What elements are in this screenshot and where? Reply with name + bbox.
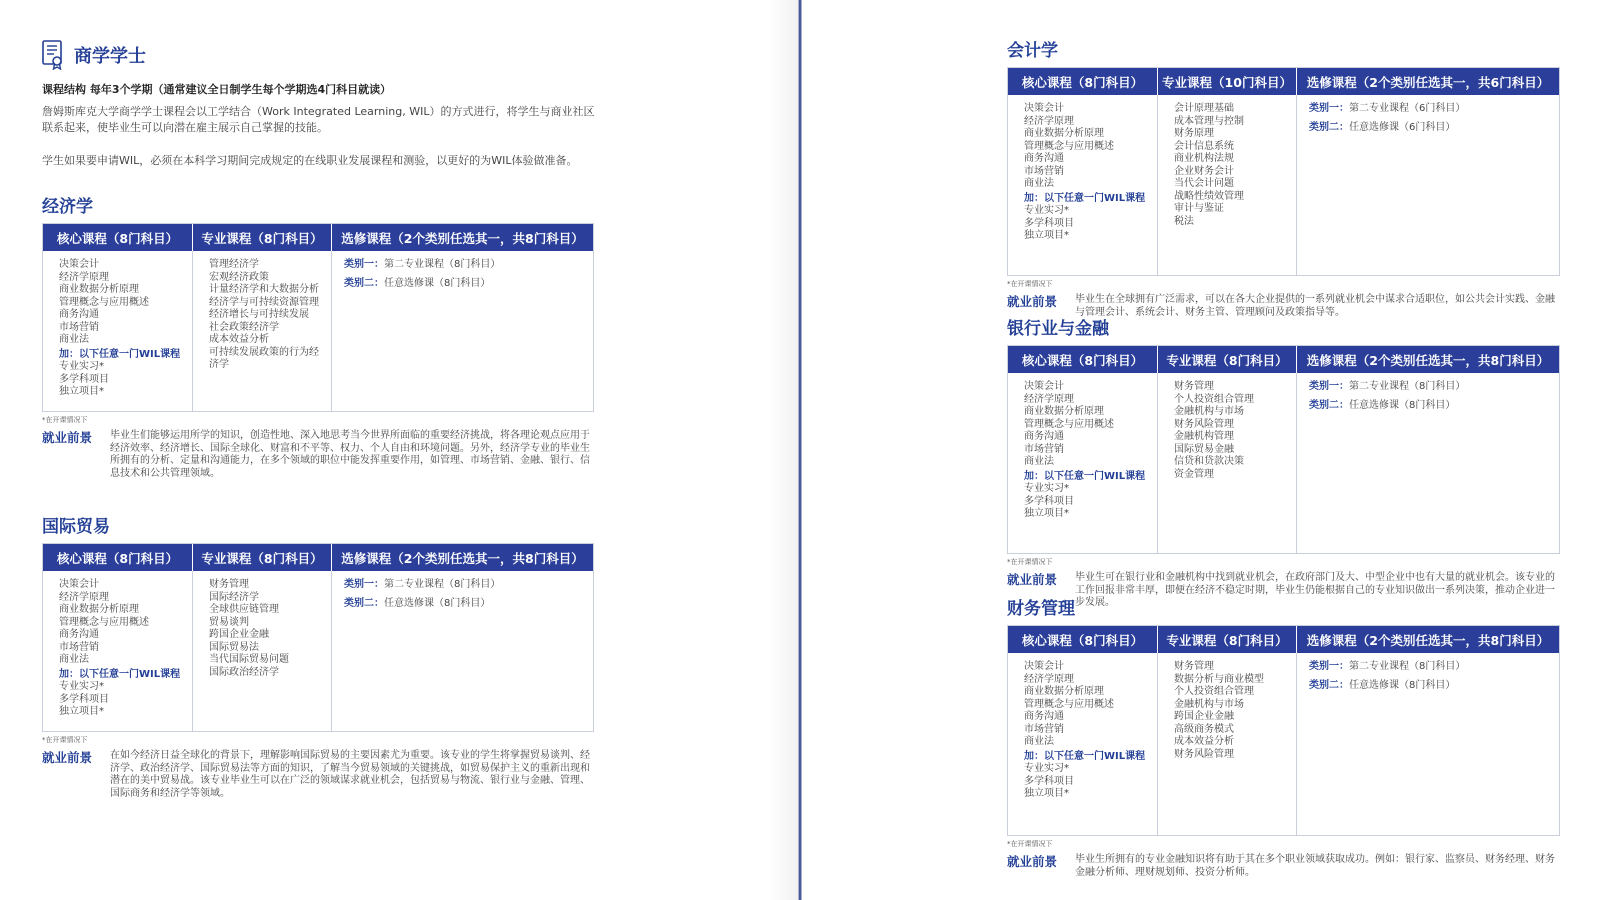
core-course-item: 商业法 — [1024, 736, 1054, 747]
wil-course-item: 专业实习* — [59, 681, 104, 692]
header-core: 核心课程（8门科目） — [1008, 626, 1158, 653]
specialist-courses-column — [193, 251, 332, 411]
course-table-body — [1008, 373, 1559, 553]
header-specialist: 专业课程（8门科目） — [193, 544, 332, 571]
header-specialist: 专业课程（8门科目） — [1158, 346, 1297, 373]
specialist-course-item: 跨国企业金融 — [209, 629, 269, 640]
core-course-item: 商业数据分析原理 — [59, 604, 139, 615]
elective-category-label: 类别二： — [1309, 121, 1349, 133]
specialist-course-item: 管理经济学 — [209, 259, 259, 270]
header-electives: 选修课程（2个类别任选其一，共6门科目） — [1306, 74, 1550, 90]
elective-courses-column — [1297, 373, 1559, 553]
core-course-item: 决策会计 — [1024, 661, 1064, 672]
header-specialist: 专业课程（8门科目） — [1158, 626, 1297, 653]
career-prospects — [42, 750, 594, 800]
course-table — [1007, 67, 1560, 276]
specialist-course-item: 战略性绩效管理 — [1174, 190, 1244, 202]
specialist-course-item: 金融机构管理 — [1174, 431, 1234, 442]
table-footnote: *在开课情况下 — [1007, 840, 1053, 848]
wil-course-item: 多学科项目 — [1024, 217, 1074, 229]
core-course-item: 市场营销 — [1024, 443, 1064, 455]
elective-courses-column — [1297, 95, 1559, 275]
course-table-header — [1008, 68, 1559, 95]
career-label: 就业前景 — [1007, 572, 1058, 587]
career-text: 毕业生在全球拥有广泛需求，可以在各大企业提供的一系列就业机会中谋求合适职位，如公共会计实践、金融与管理会计、系统会计、财务主管、管理顾问及政策指导等。 — [1075, 294, 1555, 318]
specialist-course-item: 成本效益分析 — [1174, 736, 1234, 747]
specialist-course-item: 财务管理 — [209, 579, 249, 590]
course-table — [1007, 625, 1560, 836]
core-course-item: 经济学原理 — [1024, 673, 1074, 685]
header-core: 核心课程（8门科目） — [43, 544, 193, 571]
wil-course-item: 独立项目* — [1024, 508, 1069, 519]
specialist-courses-column — [193, 571, 332, 731]
table-footnote: *在开课情况下 — [42, 416, 88, 424]
specialist-course-item: 数据分析与商业模型 — [1174, 673, 1264, 685]
major-title: 会计学 — [1007, 41, 1058, 61]
elective-category-text: 任意选修课（8门科目） — [1349, 399, 1456, 411]
core-course-item: 管理概念与应用概述 — [59, 616, 149, 628]
core-course-item: 商业法 — [59, 334, 89, 345]
specialist-course-item: 成本管理与控制 — [1174, 115, 1244, 127]
core-course-item: 商务沟通 — [1024, 711, 1064, 722]
career-text: 毕业生们能够运用所学的知识，创造性地、深入地思考当今世界所面临的重要经济挑战，将各理论观点应用于经济效率、经济增长、国际全球化、财富和不平等、权力、个人自由和环境问题。另外，经济学专业的毕业生所拥有的分析、定量和沟通能力，在多个领域的职位中能发挥重要作用，如管理、市场营销、金融、银行、信息技术和公共管理领域。 — [110, 430, 590, 479]
wil-course-item: 多学科项目 — [59, 693, 109, 705]
header-electives: 选修课程（2个类别任选其一，共8门科目） — [1306, 352, 1550, 368]
elective-category-text: 第二专业课程（8门科目） — [384, 579, 501, 590]
elective-category — [1309, 103, 1553, 116]
wil-course-item: 多学科项目 — [1024, 495, 1074, 507]
core-course-item: 管理概念与应用概述 — [1024, 418, 1114, 430]
specialist-course-item: 企业财务会计 — [1174, 165, 1234, 177]
career-prospects — [42, 430, 594, 480]
career-text: 毕业生所拥有的专业金融知识将有助于其在多个职业领域获取成功。例如：银行家、监察员、财务经理、财务金融分析师、理财规划师、投资分析师。 — [1075, 854, 1555, 878]
header-electives: 选修课程（2个类别任选其一，共8门科目） — [341, 230, 584, 246]
specialist-course-item: 个人投资组合管理 — [1174, 393, 1254, 405]
core-course-item: 管理概念与应用概述 — [1024, 140, 1114, 152]
course-table-header — [43, 544, 593, 571]
specialist-course-item: 国际政治经济学 — [209, 666, 279, 678]
core-course-item: 管理概念与应用概述 — [59, 296, 149, 308]
specialist-course-item: 跨国企业金融 — [1174, 711, 1234, 722]
specialist-course-item: 国际贸易金融 — [1174, 443, 1234, 455]
specialist-course-item: 全球供应链管理 — [209, 604, 279, 615]
course-table-header — [43, 224, 593, 251]
specialist-course-item: 高级商务模式 — [1174, 723, 1234, 735]
elective-courses-column — [1297, 653, 1559, 835]
specialist-course-item: 经济学与可持续资源管理 — [209, 296, 319, 308]
elective-category-label: 类别二： — [344, 277, 384, 289]
specialist-course-item: 经济增长与可持续发展 — [209, 309, 309, 320]
elective-category — [1309, 381, 1553, 394]
core-course-item: 决策会计 — [59, 579, 99, 590]
career-label: 就业前景 — [42, 430, 93, 445]
core-courses-column — [43, 251, 193, 411]
wil-course-item: 专业实习* — [59, 361, 104, 372]
major-title: 国际贸易 — [42, 517, 110, 537]
elective-category — [344, 598, 587, 611]
major-title: 银行业与金融 — [1007, 319, 1109, 339]
specialist-course-item: 财务风险管理 — [1174, 748, 1234, 760]
core-course-item: 商业数据分析原理 — [1024, 128, 1104, 139]
career-label: 就业前景 — [1007, 294, 1058, 309]
core-courses-column — [43, 571, 193, 731]
course-table-body — [43, 571, 593, 731]
elective-category-text: 任意选修课（8门科目） — [384, 277, 491, 289]
elective-category-text: 第二专业课程（8门科目） — [1349, 381, 1466, 392]
core-course-item: 市场营销 — [1024, 723, 1064, 735]
specialist-course-item: 个人投资组合管理 — [1174, 686, 1254, 697]
specialist-course-item: 当代国际贸易问题 — [209, 654, 289, 665]
table-footnote: *在开课情况下 — [42, 736, 88, 744]
specialist-course-item: 审计与鉴证 — [1174, 203, 1224, 214]
core-courses-column — [1008, 95, 1158, 275]
core-course-item: 商业法 — [59, 654, 89, 665]
wil-label: 加：以下任意一门WIL课程 — [1024, 470, 1146, 482]
header-specialist: 专业课程（8门科目） — [193, 224, 332, 251]
specialist-course-item: 财务风险管理 — [1174, 418, 1234, 430]
specialist-course-item: 可持续发展政策的行为经济学 — [209, 346, 319, 370]
elective-category-text: 第二专业课程（8门科目） — [384, 259, 501, 270]
specialist-course-item: 国际贸易法 — [209, 641, 259, 653]
major-title: 财务管理 — [1007, 599, 1075, 619]
specialist-course-item: 成本效益分析 — [209, 334, 269, 345]
wil-course-item: 专业实习* — [1024, 483, 1069, 494]
career-prospects — [1007, 572, 1560, 610]
course-table-body — [1008, 95, 1559, 275]
course-table — [42, 543, 594, 732]
elective-category-text: 任意选修课（8门科目） — [1349, 679, 1456, 691]
core-course-item: 市场营销 — [59, 641, 99, 653]
wil-label: 加：以下任意一门WIL课程 — [59, 668, 181, 680]
header-electives: 选修课程（2个类别任选其一，共8门科目） — [1306, 632, 1550, 648]
elective-category — [1309, 400, 1553, 413]
elective-category-label: 类别一： — [1309, 661, 1349, 672]
course-table-header — [1008, 346, 1559, 373]
career-text: 毕业生可在银行业和金融机构中找到就业机会，在政府部门及大、中型企业中也有大量的就业机会。该专业的工作回报非常丰厚，即便在经济不稳定时期，毕业生仍能根据自己的专业知识做出一系列决策，推动企业进一步发展。 — [1075, 572, 1555, 608]
core-course-item: 决策会计 — [1024, 103, 1064, 114]
header-core: 核心课程（8门科目） — [1008, 68, 1158, 95]
core-course-item: 管理概念与应用概述 — [1024, 698, 1114, 710]
core-course-item: 经济学原理 — [59, 591, 109, 603]
wil-course-item: 多学科项目 — [1024, 775, 1074, 787]
course-table-body — [1008, 653, 1559, 835]
header-core: 核心课程（8门科目） — [1008, 346, 1158, 373]
elective-category — [344, 579, 587, 592]
core-course-item: 商务沟通 — [1024, 153, 1064, 164]
course-table — [42, 223, 594, 412]
specialist-course-item: 宏观经济政策 — [209, 271, 269, 283]
specialist-course-item: 计量经济学和大数据分析 — [209, 284, 319, 295]
wil-course-item: 独立项目* — [1024, 788, 1069, 799]
specialist-course-item: 商业机构法规 — [1174, 153, 1234, 164]
core-course-item: 商业法 — [1024, 456, 1054, 467]
right-page — [802, 0, 1600, 900]
core-course-item: 市场营销 — [1024, 165, 1064, 177]
specialist-course-item: 信贷和贷款决策 — [1174, 456, 1244, 467]
wil-label: 加：以下任意一门WIL课程 — [1024, 192, 1146, 204]
core-courses-column — [1008, 653, 1158, 835]
wil-course-item: 独立项目* — [59, 706, 104, 717]
specialist-course-item: 社会政策经济学 — [209, 321, 279, 333]
left-page — [0, 0, 798, 900]
elective-courses-column — [332, 251, 593, 411]
specialist-course-item: 财务原理 — [1174, 128, 1214, 139]
intro-paragraph-1: 詹姆斯库克大学商学学士课程会以工学结合（Work Integrated Learning, WIL）的方式进行，将学生与商业社区联系起来，使毕业生可以向潜在雇主展示自己掌握的技能。 — [42, 105, 595, 134]
elective-category-label: 类别一： — [1309, 381, 1349, 392]
elective-category-label: 类别一： — [344, 579, 384, 590]
elective-category-label: 类别一： — [1309, 103, 1349, 114]
core-course-item: 商业数据分析原理 — [1024, 406, 1104, 417]
core-course-item: 商务沟通 — [1024, 431, 1064, 442]
core-course-item: 商务沟通 — [59, 309, 99, 320]
course-table-body — [43, 251, 593, 411]
page-shadow-left — [768, 0, 798, 900]
elective-category-text: 任意选修课（8门科目） — [384, 597, 491, 609]
specialist-course-item: 贸易谈判 — [209, 616, 249, 628]
degree-header — [42, 40, 146, 70]
wil-course-item: 专业实习* — [1024, 205, 1069, 216]
certificate-icon — [42, 40, 64, 70]
elective-category — [1309, 680, 1553, 693]
elective-category-text: 任意选修课（6门科目） — [1349, 121, 1456, 133]
wil-course-item: 多学科项目 — [59, 373, 109, 385]
specialist-course-item: 当代会计问题 — [1174, 178, 1234, 189]
career-prospects — [1007, 854, 1560, 879]
core-course-item: 决策会计 — [59, 259, 99, 270]
table-footnote: *在开课情况下 — [1007, 558, 1053, 566]
course-structure: 课程结构 每年3个学期（通常建议全日制学生每个学期选4门科目就读） — [42, 83, 392, 96]
specialist-courses-column — [1158, 653, 1297, 835]
specialist-course-item: 财务管理 — [1174, 661, 1214, 672]
elective-category — [344, 259, 587, 272]
career-label: 就业前景 — [1007, 854, 1058, 869]
specialist-course-item: 税法 — [1174, 215, 1194, 227]
table-footnote: *在开课情况下 — [1007, 280, 1053, 288]
wil-course-item: 专业实习* — [1024, 763, 1069, 774]
wil-label: 加：以下任意一门WIL课程 — [1024, 750, 1146, 762]
elective-category — [344, 278, 587, 291]
elective-category-label: 类别一： — [344, 259, 384, 270]
wil-course-item: 独立项目* — [59, 386, 104, 397]
header-core: 核心课程（8门科目） — [43, 224, 193, 251]
core-course-item: 商业法 — [1024, 178, 1054, 189]
specialist-course-item: 金融机构与市场 — [1174, 406, 1244, 417]
major-title: 经济学 — [42, 197, 93, 217]
intro-paragraph-2: 学生如果要申请WIL，必须在本科学习期间完成规定的在线职业发展课程和测验，以更好的为WIL体验做准备。 — [42, 154, 578, 167]
core-course-item: 决策会计 — [1024, 381, 1064, 392]
elective-category-text: 第二专业课程（8门科目） — [1349, 661, 1466, 672]
core-course-item: 经济学原理 — [1024, 115, 1074, 127]
elective-category-text: 第二专业课程（6门科目） — [1349, 103, 1466, 114]
career-text: 在如今经济日益全球化的背景下，理解影响国际贸易的主要因素尤为重要。该专业的学生将掌握贸易谈判、经济学、政治经济学、国际贸易法等方面的知识，了解当今贸易领域的关键挑战，如贸易保护主义的重新出现和潜在的美中贸易战。该专业毕业生可以在广泛的领域谋求就业机会，包括贸易与物流、银行业与金融、管理、国际商务和经济学等领域。 — [110, 750, 590, 799]
core-course-item: 经济学原理 — [59, 271, 109, 283]
core-course-item: 市场营销 — [59, 321, 99, 333]
core-courses-column — [1008, 373, 1158, 553]
course-table-header — [1008, 626, 1559, 653]
elective-category — [1309, 661, 1553, 674]
core-course-item: 商业数据分析原理 — [59, 284, 139, 295]
specialist-course-item: 会计信息系统 — [1174, 140, 1234, 152]
wil-label: 加：以下任意一门WIL课程 — [59, 348, 181, 360]
elective-category-label: 类别二： — [1309, 399, 1349, 411]
career-label: 就业前景 — [42, 750, 93, 765]
specialist-course-item: 财务管理 — [1174, 381, 1214, 392]
specialist-courses-column — [1158, 373, 1297, 553]
wil-course-item: 独立项目* — [1024, 230, 1069, 241]
core-course-item: 经济学原理 — [1024, 393, 1074, 405]
specialist-course-item: 资金管理 — [1174, 468, 1214, 480]
specialist-course-item: 国际经济学 — [209, 591, 259, 603]
elective-category-label: 类别二： — [344, 597, 384, 609]
specialist-course-item: 金融机构与市场 — [1174, 698, 1244, 710]
specialist-course-item: 会计原理基础 — [1174, 103, 1234, 114]
elective-category-label: 类别二： — [1309, 679, 1349, 691]
core-course-item: 商务沟通 — [59, 629, 99, 640]
core-course-item: 商业数据分析原理 — [1024, 686, 1104, 697]
header-electives: 选修课程（2个类别任选其一，共8门科目） — [341, 550, 584, 566]
elective-courses-column — [332, 571, 593, 731]
course-table — [1007, 345, 1560, 554]
degree-title: 商学学士 — [74, 46, 146, 67]
specialist-courses-column — [1158, 95, 1297, 275]
header-specialist: 专业课程（10门科目） — [1158, 68, 1297, 95]
elective-category — [1309, 122, 1553, 135]
